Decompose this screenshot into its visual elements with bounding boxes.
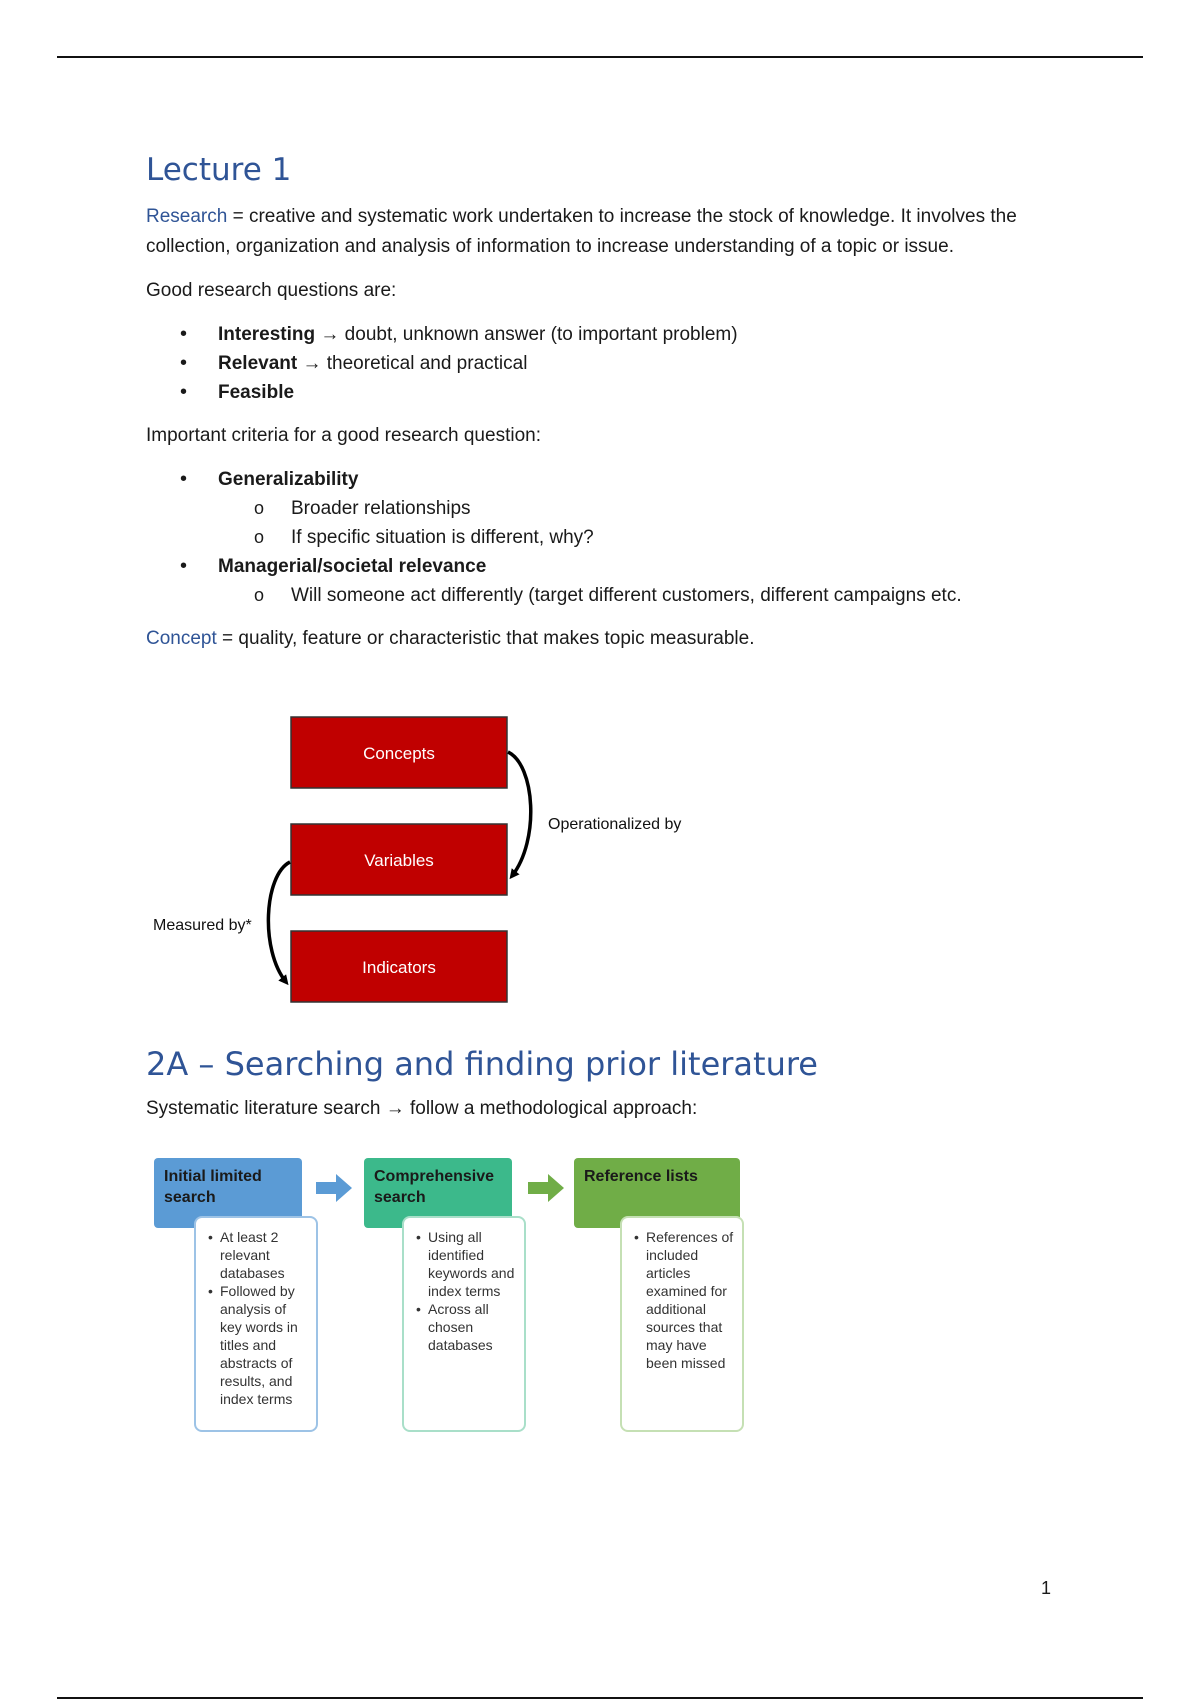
operationalized-arrow xyxy=(508,752,531,876)
research-definition xyxy=(146,202,1066,262)
step-comprehensive-head: Comprehensive search xyxy=(364,1158,512,1228)
page-content xyxy=(146,150,1066,654)
variables-label: Variables xyxy=(364,851,434,870)
sublist-item: o Broader relationships xyxy=(146,494,1066,523)
criteria-list xyxy=(146,465,1066,610)
good-questions-intro: Good research questions are: xyxy=(146,280,397,301)
research-definition-text: = creative and systematic work undertaken to increase the stock of knowledge. It involves the collection, organization and analysis of information to increase understanding of a topic or issue. xyxy=(146,206,1017,257)
arrow-icon xyxy=(526,1172,566,1204)
step-reference-bullets xyxy=(634,1228,736,1372)
section-2a xyxy=(146,1044,1106,1124)
step-comprehensive-body xyxy=(402,1216,526,1432)
search-process-diagram xyxy=(146,1158,756,1438)
footer-rule xyxy=(57,1697,1143,1699)
header-rule xyxy=(57,56,1143,58)
measured-label: Measured by* xyxy=(153,917,252,934)
heading-lecture-1: Lecture 1 xyxy=(146,152,292,188)
step-reference-body xyxy=(620,1216,744,1432)
section-2a-intro: Systematic literature search → follow a methodological approach: xyxy=(146,1098,698,1119)
list-item-text: → theoretical and practical xyxy=(297,353,528,374)
sublist xyxy=(218,494,1066,552)
step-initial-body xyxy=(194,1216,318,1432)
list-item xyxy=(146,552,1066,610)
measured-arrow xyxy=(268,862,290,982)
list-item-bold: Feasible xyxy=(218,382,295,403)
list-item-bold: Generalizability xyxy=(218,469,359,490)
criteria-intro: Important criteria for a good research question: xyxy=(146,425,541,446)
sublist-item: o If specific situation is different, why? xyxy=(146,523,1066,552)
good-questions-list xyxy=(146,320,1066,407)
list-item-text: → doubt, unknown answer (to important problem) xyxy=(315,324,738,345)
list-item xyxy=(146,349,1066,378)
concept-diagram xyxy=(140,700,720,1020)
list-item-bold: Relevant xyxy=(218,353,298,374)
concept-definition-text: = quality, feature or characteristic that makes topic measurable. xyxy=(216,628,755,649)
indicators-label: Indicators xyxy=(362,958,436,977)
sublist-item: o Will someone act differently (target different customers, different campaigns etc. xyxy=(146,581,1066,610)
page-number: 1 xyxy=(1041,1578,1052,1598)
list-item-bold: Interesting xyxy=(218,324,316,345)
concept-definition xyxy=(146,624,1066,654)
concept-term: Concept xyxy=(146,628,217,649)
arrow-icon xyxy=(314,1172,354,1204)
step-initial-bullets xyxy=(208,1228,310,1408)
list-item: • Using all identified keywords and index terms xyxy=(416,1228,518,1300)
step-initial-head: Initial limited search xyxy=(154,1158,302,1228)
step-reference-head: Reference lists xyxy=(574,1158,740,1228)
heading-2a: 2A – Searching and finding prior literature xyxy=(146,1045,818,1083)
research-term: Research xyxy=(146,206,228,227)
concepts-label: Concepts xyxy=(363,744,435,763)
step-comprehensive-bullets xyxy=(416,1228,518,1354)
list-item: • Across all chosen databases xyxy=(416,1300,518,1354)
list-item xyxy=(146,378,1066,407)
list-item xyxy=(146,465,1066,552)
list-item xyxy=(146,320,1066,349)
operationalized-label: Operationalized by xyxy=(548,816,682,833)
list-item: • At least 2 relevant databases xyxy=(208,1228,310,1282)
list-item: • Followed by analysis of key words in titles and abstracts of results, and index terms xyxy=(208,1282,310,1408)
list-item: • References of included articles examined for additional sources that may have been missed xyxy=(634,1228,736,1372)
list-item-bold: Managerial/societal relevance xyxy=(218,556,487,577)
sublist xyxy=(218,581,1066,610)
